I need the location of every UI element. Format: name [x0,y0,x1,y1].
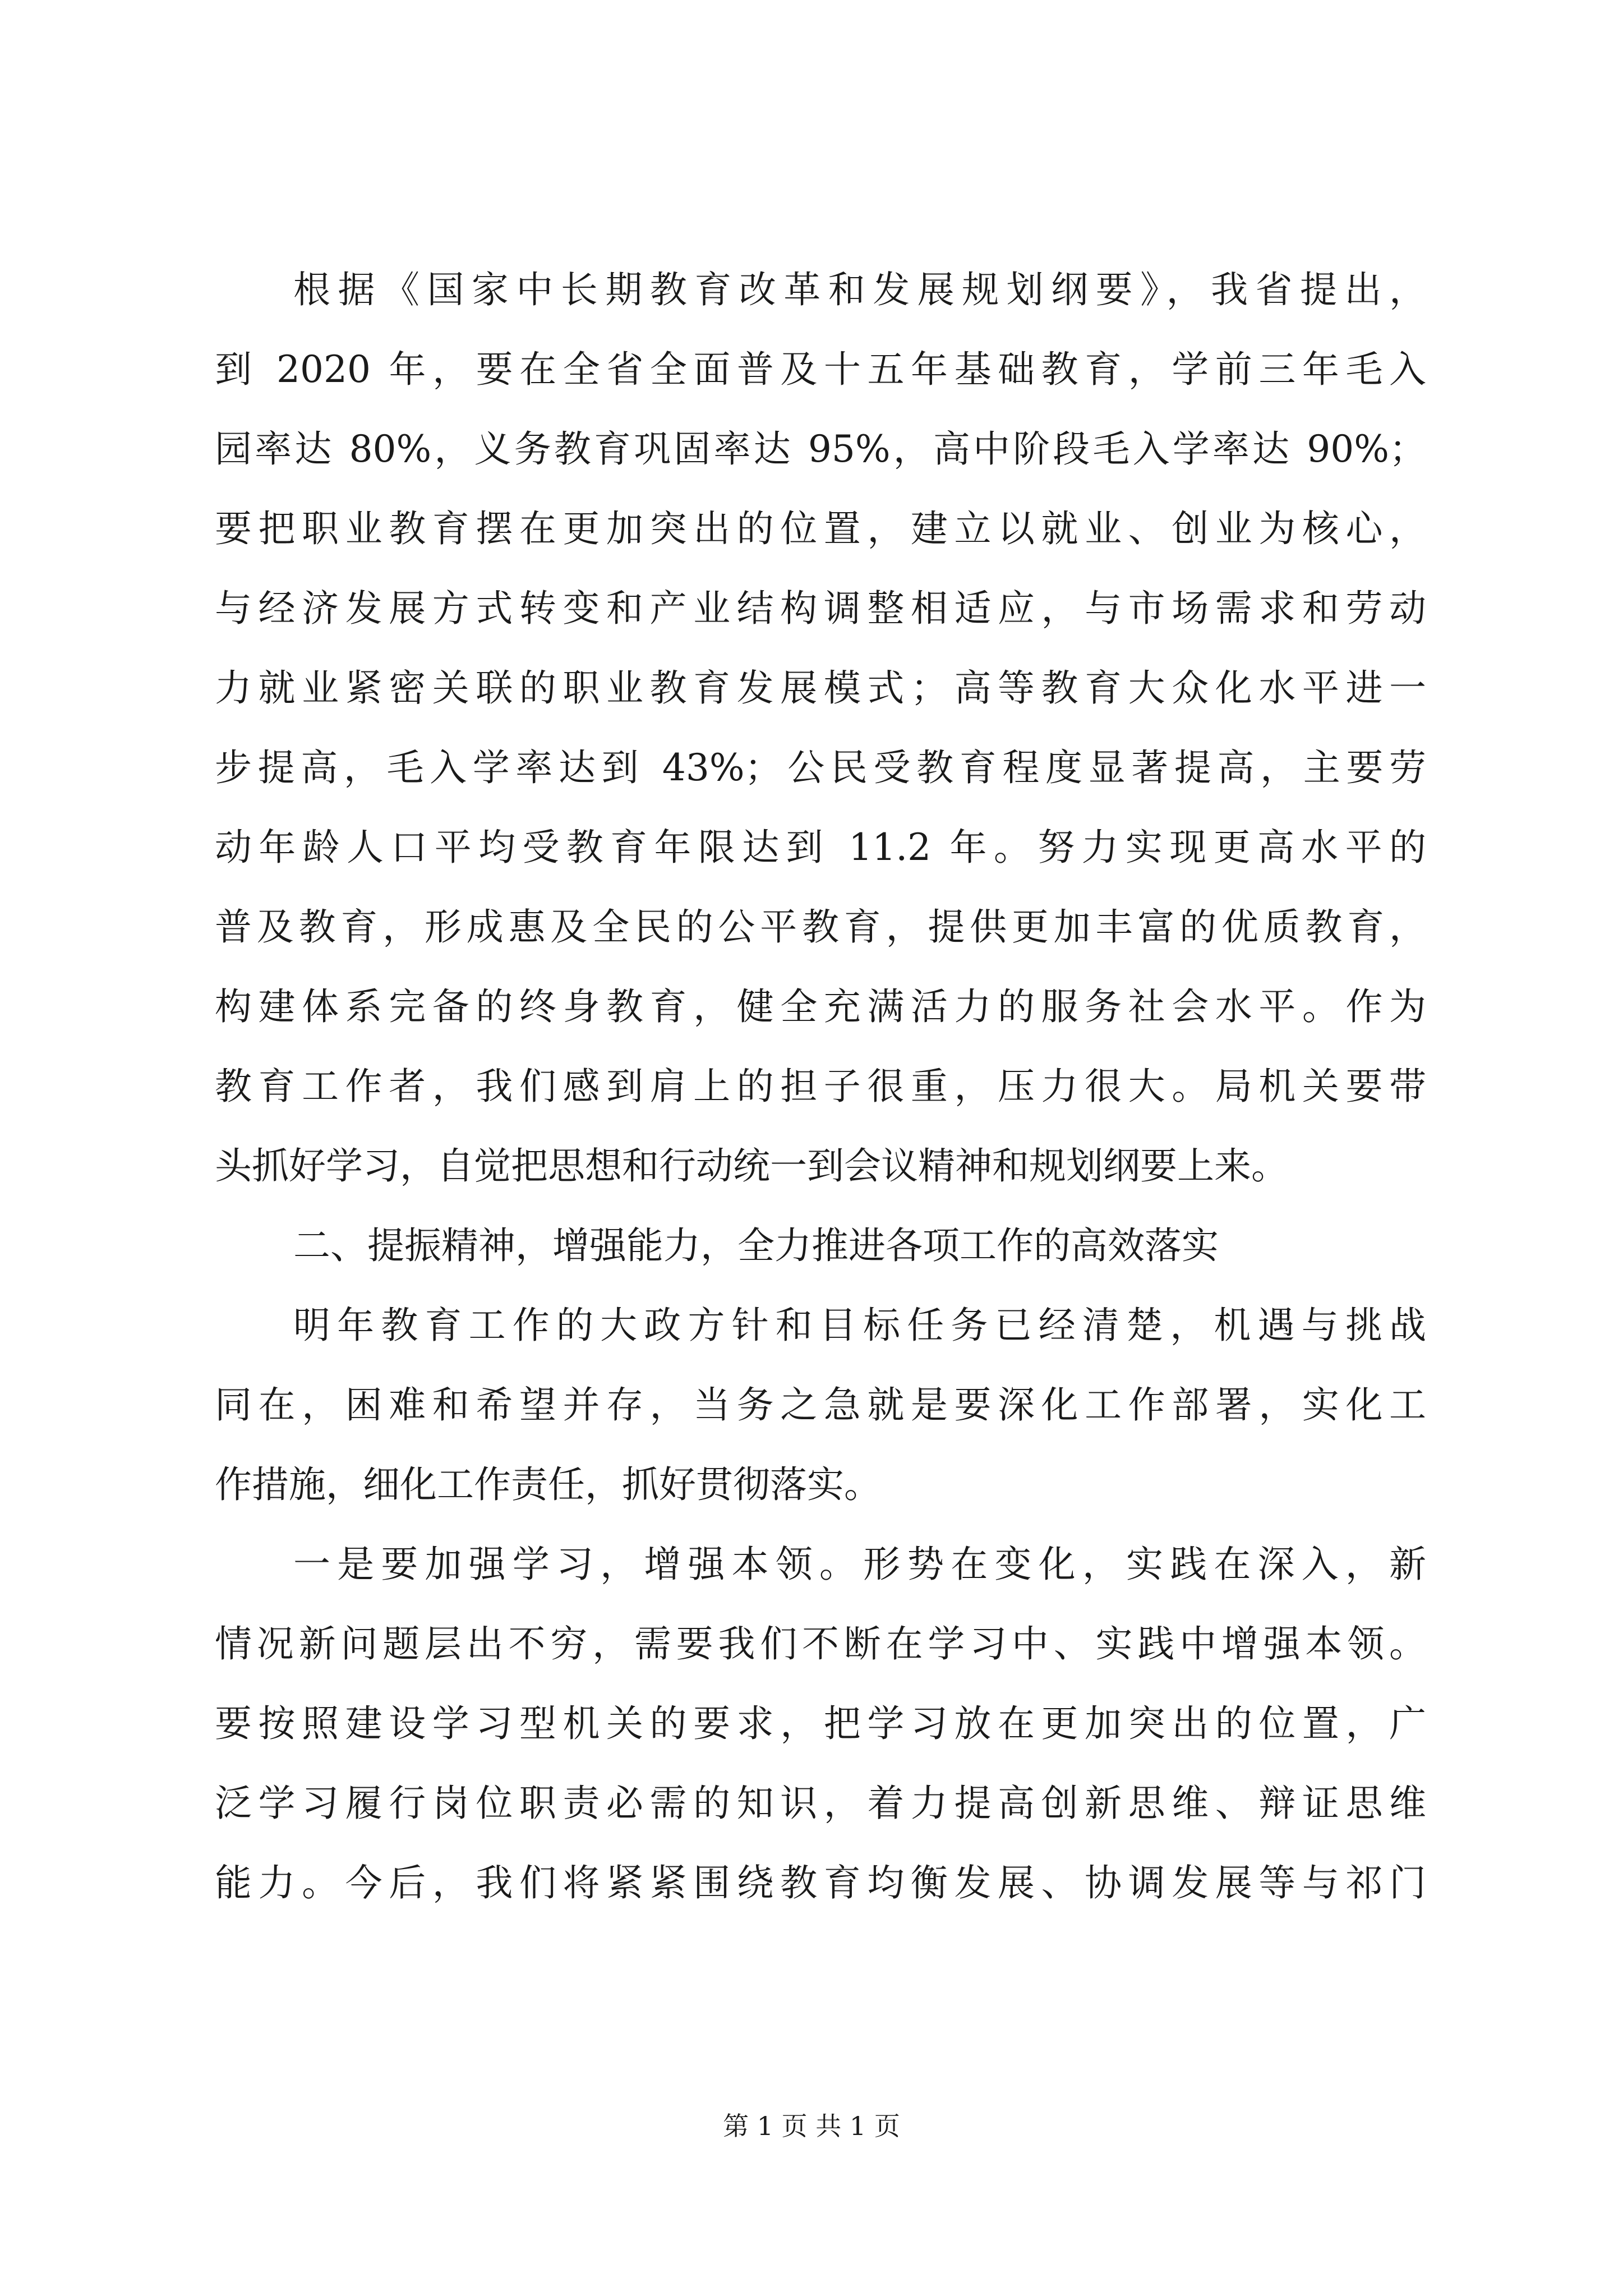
paragraph-line: 步提高，毛入学率达到 43%；公民受教育程度显著提高，主要劳 [215,746,1426,789]
paragraph-line: 动年龄人口平均受教育年限达到 11.2 年。努力实现更高水平的 [215,826,1426,869]
page-footer [0,2109,1623,2143]
paragraph-line: 与经济发展方式转变和产业结构调整相适应，与市场需求和劳动 [215,587,1426,630]
section-heading: 二、提振精神，增强能力，全力推进各项工作的高效落实 [293,1224,1219,1267]
page-number-label: 第 1 页 共 1 页 [723,2111,900,2141]
paragraph-line: 头抓好学习，自觉把思想和行动统一到会议精神和规划纲要上来。 [215,1144,1288,1188]
paragraph-line: 力就业紧密关联的职业教育发展模式；高等教育大众化水平进一 [215,666,1426,710]
paragraph-line: 同在，困难和希望并存，当务之急就是要深化工作部署，实化工 [215,1383,1426,1427]
paragraph-line: 园率达 80%，义务教育巩固率达 95%，高中阶段毛入学率达 90%； [215,427,1426,471]
paragraph-line: 能力。今后，我们将紧紧围绕教育均衡发展、协调发展等与祁门 [215,1861,1426,1904]
paragraph-line: 根据《国家中长期教育改革和发展规划纲要》，我省提出， [293,268,1426,311]
paragraph-line: 要把职业教育摆在更加突出的位置，建立以就业、创业为核心， [215,507,1426,550]
paragraph-line: 作措施，细化工作责任，抓好贯彻落实。 [215,1463,881,1506]
paragraph-line: 一是要加强学习，增强本领。形势在变化，实践在深入，新 [293,1543,1426,1586]
paragraph-line: 教育工作者，我们感到肩上的担子很重，压力很大。局机关要带 [215,1065,1426,1108]
paragraph-line: 情况新问题层出不穷，需要我们不断在学习中、实践中增强本领。 [215,1622,1426,1665]
paragraph-line: 普及教育，形成惠及全民的公平教育，提供更加丰富的优质教育， [215,905,1426,949]
paragraph-line: 明年教育工作的大政方针和目标任务已经清楚，机遇与挑战 [293,1304,1426,1347]
paragraph-line: 要按照建设学习型机关的要求，把学习放在更加突出的位置，广 [215,1702,1426,1745]
paragraph-line: 到 2020 年，要在全省全面普及十五年基础教育，学前三年毛入 [215,348,1426,391]
paragraph-line: 泛学习履行岗位职责必需的知识，着力提高创新思维、辩证思维 [215,1782,1426,1825]
document-body [215,250,1426,1923]
paragraph-line: 构建体系完备的终身教育，健全充满活力的服务社会水平。作为 [215,985,1426,1028]
